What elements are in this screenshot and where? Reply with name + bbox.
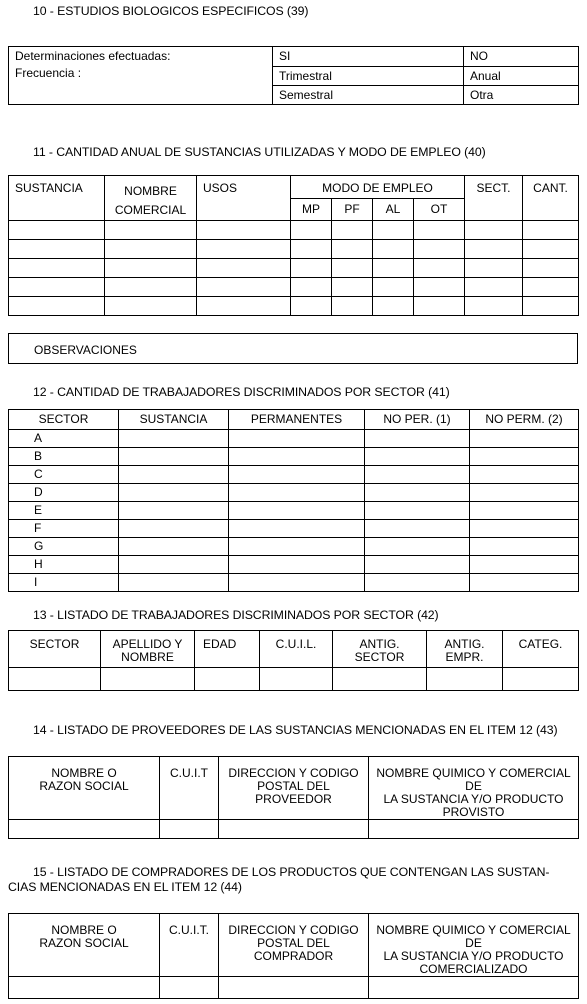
table-row[interactable] [9, 297, 579, 316]
option-semestral[interactable]: Semestral [273, 86, 464, 105]
col-pf: PF [332, 199, 373, 221]
table-row[interactable] [9, 484, 579, 502]
sector-label: A [9, 430, 119, 448]
buyers-table [8, 913, 579, 999]
sector-label: D [9, 484, 119, 502]
observaciones-label: OBSERVACIONES [34, 343, 137, 357]
section-10-title: 10 - ESTUDIOS BIOLOGICOS ESPECIFICOS (39) [33, 4, 309, 18]
biological-studies-table [8, 46, 579, 105]
col-al: AL [373, 199, 414, 221]
table-row[interactable] [9, 259, 579, 278]
col-nombre-quimico: NOMBRE QUIMICO Y COMERCIAL DE LA SUSTANCIA Y/O PRODUCTO COMERCIALIZADO [369, 914, 579, 977]
sector-label: G [9, 538, 119, 556]
sector-label: B [9, 448, 119, 466]
substances-table [8, 175, 579, 316]
option-no[interactable]: NO [464, 47, 579, 67]
col-cuit: C.U.I.T [160, 757, 219, 820]
col-sect: SECT. [465, 176, 523, 221]
table-row[interactable] [9, 556, 579, 574]
col-edad: EDAD [195, 631, 260, 668]
section-11-title: 11 - CANTIDAD ANUAL DE SUSTANCIAS UTILIZADAS Y MODO DE EMPLEO (40) [33, 145, 486, 159]
col-sustancia: SUSTANCIA [119, 410, 229, 430]
table-row[interactable] [9, 820, 579, 839]
table-row[interactable] [9, 502, 579, 520]
col-sector: SECTOR [9, 631, 101, 668]
section-13-title: 13 - LISTADO DE TRABAJADORES DISCRIMINADOS POR SECTOR (42) [33, 608, 439, 622]
col-usos: USOS [197, 176, 291, 221]
option-anual[interactable]: Anual [464, 67, 579, 86]
sector-label: F [9, 520, 119, 538]
option-trimestral[interactable]: Trimestral [273, 67, 464, 86]
section-15-title-cont: CIAS MENCIONADAS EN EL ITEM 12 (44) [8, 880, 242, 894]
frequency-label: Frecuencia : [9, 67, 273, 105]
col-nombre-comercial: NOMBRE COMERCIAL [105, 176, 197, 221]
col-no-perm: NO PERM. (2) [470, 410, 579, 430]
workers-by-sector-table [8, 409, 579, 592]
section-15-title: 15 - LISTADO DE COMPRADORES DE LOS PRODUCTOS QUE CONTENGAN LAS SUSTAN- [33, 865, 550, 879]
workers-list-table [8, 630, 579, 691]
table-row[interactable] [9, 466, 579, 484]
col-cuil: C.U.I.L. [260, 631, 333, 668]
col-razon-social: NOMBRE O RAZON SOCIAL [9, 914, 160, 977]
col-sector: SECTOR [9, 410, 119, 430]
table-row[interactable] [9, 574, 579, 592]
col-razon-social: NOMBRE O RAZON SOCIAL [9, 757, 160, 820]
observaciones-box[interactable] [8, 333, 578, 364]
col-antig-empr: ANTIG. EMPR. [427, 631, 503, 668]
col-modo-empleo: MODO DE EMPLEO [291, 176, 465, 199]
col-categ: CATEG. [503, 631, 579, 668]
table-row[interactable] [9, 520, 579, 538]
table-row[interactable] [9, 977, 579, 999]
determinations-label: Determinaciones efectuadas: [9, 47, 273, 67]
col-apellido-nombre: APELLIDO Y NOMBRE [101, 631, 195, 668]
section-14-title: 14 - LISTADO DE PROVEEDORES DE LAS SUSTANCIAS MENCIONADAS EN EL ITEM 12 (43) [33, 723, 558, 737]
col-direccion: DIRECCION Y CODIGO POSTAL DEL PROVEEDOR [219, 757, 369, 820]
col-antig-sector: ANTIG. SECTOR [333, 631, 427, 668]
col-mp: MP [291, 199, 332, 221]
col-sustancia: SUSTANCIA [9, 176, 105, 221]
table-row[interactable] [9, 221, 579, 240]
sector-label: I [9, 574, 119, 592]
table-row[interactable] [9, 430, 579, 448]
sector-label: C [9, 466, 119, 484]
col-nombre-quimico: NOMBRE QUIMICO Y COMERCIAL DE LA SUSTANCIA Y/O PRODUCTO PROVISTO [369, 757, 579, 820]
option-si[interactable]: SI [273, 47, 464, 67]
col-permanentes: PERMANENTES [229, 410, 365, 430]
table-row[interactable] [9, 538, 579, 556]
option-otra[interactable]: Otra [464, 86, 579, 105]
col-ot: OT [414, 199, 465, 221]
sector-label: E [9, 502, 119, 520]
table-row[interactable] [9, 278, 579, 297]
col-cant: CANT. [523, 176, 579, 221]
sector-label: H [9, 556, 119, 574]
section-12-title: 12 - CANTIDAD DE TRABAJADORES DISCRIMINADOS POR SECTOR (41) [33, 385, 450, 399]
table-row[interactable] [9, 448, 579, 466]
col-cuit: C.U.I.T. [160, 914, 219, 977]
table-row[interactable] [9, 668, 579, 691]
col-direccion: DIRECCION Y CODIGO POSTAL DEL COMPRADOR [219, 914, 369, 977]
suppliers-table [8, 756, 579, 839]
col-no-per: NO PER. (1) [365, 410, 470, 430]
table-row[interactable] [9, 240, 579, 259]
